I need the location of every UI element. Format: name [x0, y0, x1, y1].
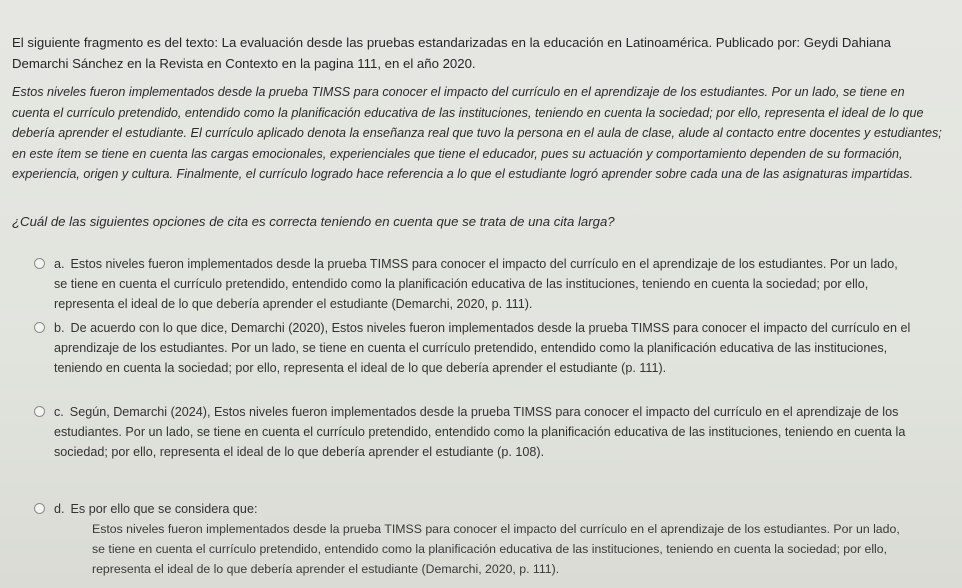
question-text: ¿Cuál de las siguientes opciones de cita es correcta teniendo en cuenta que se trata de una cita larga? — [12, 214, 615, 229]
option-a-text: Estos niveles fueron implementados desde la prueba TIMSS para conocer el impacto del currículo en el aprendizaje de los estudiantes. Por un lado, se tiene en cuenta el currículo pretendido, entendido como la planificación educativa de las instituciones, teniendo en cuenta la sociedad; por ello, representa el ideal de lo que debería aprender el estudiante (Demarchi, 2020, p. 111). — [54, 257, 898, 311]
option-d-letter: d. — [54, 502, 65, 516]
radio-button-a[interactable] — [34, 258, 45, 269]
option-d-lead — [34, 499, 914, 519]
radio-button-b[interactable] — [34, 322, 45, 333]
option-b-text: De acuerdo con lo que dice, Demarchi (2020), Estos niveles fueron implementados desde la prueba TIMSS para conocer el impacto del currículo en el aprendizaje de los estudiantes. Por un lado, se tiene en cuenta el currículo pretendido, entendido como la planificación educativa de las instituciones, teniendo en cuenta la sociedad; por ello, representa el ideal de lo que debería aprender el estudiante (p. 111). — [54, 321, 911, 375]
radio-button-d[interactable] — [34, 503, 45, 514]
option-b[interactable] — [34, 318, 914, 378]
option-c-text: Según, Demarchi (2024), Estos niveles fueron implementados desde la prueba TIMSS para conocer el impacto del currículo en el aprendizaje de los estudiantes. Por un lado, se tiene en cuenta el currículo pretendido, entendido como la planificación educativa de las instituciones, teniendo en cuenta la sociedad; por ello, representa el ideal de lo que debería aprender el estudiante (p. 108). — [54, 405, 906, 459]
radio-button-c[interactable] — [34, 406, 45, 417]
option-c-label — [34, 402, 914, 462]
option-a[interactable] — [34, 254, 914, 314]
option-d-quote: Estos niveles fueron implementados desde la prueba TIMSS para conocer el impacto del currículo en el aprendizaje de los estudiantes. Por un lado, se tiene en cuenta el currículo pretendido, entendido como la planificación educativa de las instituciones, teniendo en cuenta la sociedad; por ello, representa el ideal de lo que debería aprender el estudiante (Demarchi, 2020, p. 111). — [92, 522, 900, 576]
option-c[interactable] — [34, 402, 914, 462]
option-d[interactable] — [34, 499, 914, 579]
text-excerpt: Estos niveles fueron implementados desde la prueba TIMSS para conocer el impacto del currículo en el aprendizaje de los estudiantes. Por un lado, se tiene en cuenta el currículo pretendido, entendido como la planificación educativa de las instituciones, teniendo en cuenta la sociedad; por ello, representa el ideal de lo que debería aprender el estudiante. El currículo aplicado denota la enseñanza real que tuvo la persona en el aula de clase, alude al contacto entre docentes y estudiantes; en este ítem se tiene en cuenta las cargas emocionales, experienciales que tiene el educador, pues su actuación y comportamiento dependen de su formación, experiencia, origen y cultura. Finalmente, el currículo logrado hace referencia a lo que el estudiante logró aprender sobre cada una de las asignaturas impartidas. — [12, 85, 942, 181]
option-a-letter: a. — [54, 257, 65, 271]
option-b-label — [34, 318, 914, 378]
option-d-lead-text: Es por ello que se considera que: — [70, 502, 258, 516]
option-a-label — [34, 254, 914, 314]
intro-text: El siguiente fragmento es del texto: La evaluación desde las pruebas estandarizadas en la educación en Latinoamérica. Publicado por: Geydi Dahiana Demarchi Sánchez en la Revista en Contexto en la pagina 111, en el año 2020. — [12, 35, 891, 71]
option-b-letter: b. — [54, 321, 65, 335]
option-c-letter: c. — [54, 405, 64, 419]
